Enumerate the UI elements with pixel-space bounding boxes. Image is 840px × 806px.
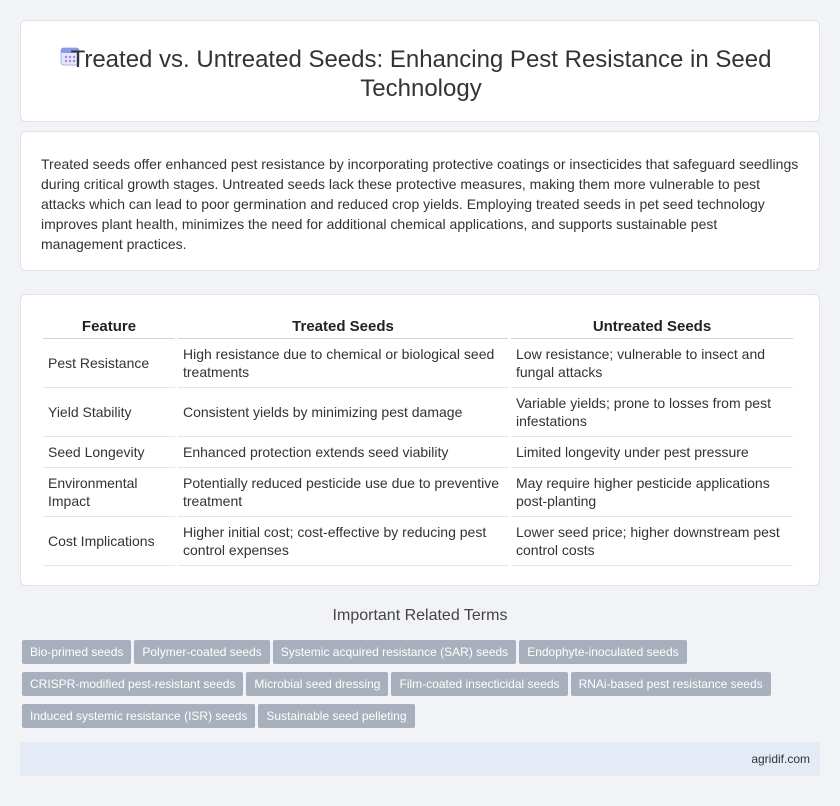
summary-card xyxy=(20,131,820,271)
tag-film-coated-insecticidal-seeds[interactable]: Film-coated insecticidal seeds xyxy=(391,672,567,696)
feature-cell: Yield Stability xyxy=(43,388,175,437)
footer xyxy=(20,742,820,776)
tag-bio-primed-seeds[interactable]: Bio-primed seeds xyxy=(22,640,131,664)
tag-row xyxy=(22,672,822,704)
tag-polymer-coated-seeds[interactable]: Polymer-coated seeds xyxy=(134,640,269,664)
untreated-cell: Lower seed price; higher downstream pest control costs xyxy=(511,517,793,566)
untreated-cell: Limited longevity under pest pressure xyxy=(511,437,793,468)
page-title: Treated vs. Untreated Seeds: Enhancing Pest Resistance in Seed Technology xyxy=(70,46,772,102)
table-row xyxy=(43,339,793,388)
table-row xyxy=(43,468,793,517)
tag-sustainable-seed-pelleting[interactable]: Sustainable seed pelleting xyxy=(258,704,414,728)
summary-text: Treated seeds offer enhanced pest resistance by incorporating protective coatings or insecticides that safeguard seedlings during critical growth stages. Untreated seeds lack these protective measures, making them more vulnerable to pest attacks which can lead to poor germination and reduced crop yields. Employing treated seeds in pet seed technology improves plant health, minimizes the need for additional chemical applications, and supports sustainable pest management practices. xyxy=(41,156,799,252)
table-header-row xyxy=(43,315,793,339)
footer-site[interactable]: agridif.com xyxy=(751,752,810,766)
header-treated-seeds: Treated Seeds xyxy=(178,315,508,339)
treated-cell: Higher initial cost; cost-effective by reducing pest control expenses xyxy=(178,517,508,566)
feature-cell: Seed Longevity xyxy=(43,437,175,468)
table-row xyxy=(43,388,793,437)
feature-cell: Cost Implications xyxy=(43,517,175,566)
feature-cell: Pest Resistance xyxy=(43,339,175,388)
comparison-table xyxy=(40,315,796,566)
treated-cell: Enhanced protection extends seed viability xyxy=(178,437,508,468)
related-terms-title: Important Related Terms xyxy=(332,607,508,624)
tag-microbial-seed-dressing[interactable]: Microbial seed dressing xyxy=(246,672,388,696)
tag-row xyxy=(22,640,822,672)
related-terms-tags xyxy=(22,640,822,736)
tag-isr-seeds[interactable]: Induced systemic resistance (ISR) seeds xyxy=(22,704,255,728)
tag-endophyte-inoculated-seeds[interactable]: Endophyte-inoculated seeds xyxy=(519,640,686,664)
header-feature: Feature xyxy=(43,315,175,339)
header-untreated-seeds: Untreated Seeds xyxy=(511,315,793,339)
comparison-table-card xyxy=(20,294,820,586)
tag-crispr-modified-seeds[interactable]: CRISPR-modified pest-resistant seeds xyxy=(22,672,243,696)
untreated-cell: Variable yields; prone to losses from pest infestations xyxy=(511,388,793,437)
treated-cell: High resistance due to chemical or biological seed treatments xyxy=(178,339,508,388)
treated-cell: Consistent yields by minimizing pest damage xyxy=(178,388,508,437)
untreated-cell: Low resistance; vulnerable to insect and fungal attacks xyxy=(511,339,793,388)
table-row xyxy=(43,517,793,566)
tag-rnai-based-seeds[interactable]: RNAi-based pest resistance seeds xyxy=(571,672,771,696)
feature-cell: Environmental Impact xyxy=(43,468,175,517)
tag-sar-seeds[interactable]: Systemic acquired resistance (SAR) seeds xyxy=(273,640,516,664)
tag-row xyxy=(22,704,822,736)
untreated-cell: May require higher pesticide applications post-planting xyxy=(511,468,793,517)
title-card xyxy=(20,20,820,122)
table-row xyxy=(43,437,793,468)
treated-cell: Potentially reduced pesticide use due to preventive treatment xyxy=(178,468,508,517)
